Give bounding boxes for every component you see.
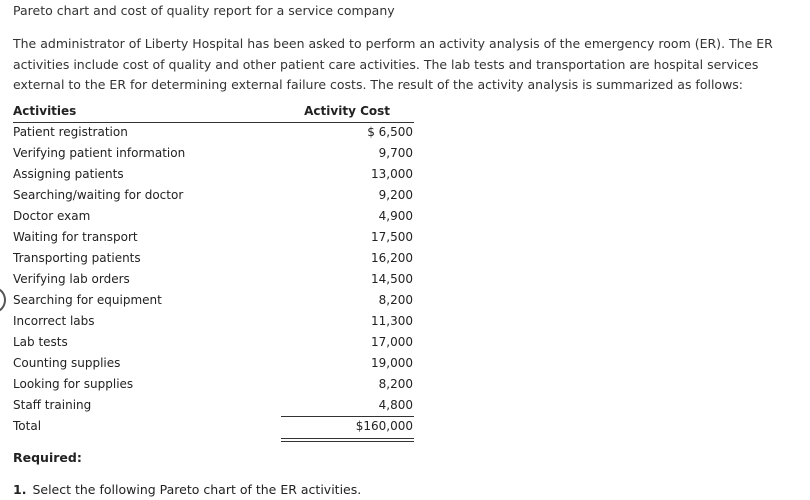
activity-name: Patient registration xyxy=(13,125,128,139)
activity-cost: 17,500 xyxy=(371,230,413,244)
scroll-indicator-arc xyxy=(0,287,6,313)
activity-cost: 8,200 xyxy=(378,293,413,307)
activity-name: Verifying lab orders xyxy=(13,272,130,286)
intro-paragraph: The administrator of Liberty Hospital has been asked to perform an activity analysis of the emergency room (ER). The ER activities include cost of quality and other patient care activities. The lab tests and transportation are hospital services external to the ER for determining external failure costs. The result of the activity analysis is summarized as follows: xyxy=(13,36,773,92)
activity-name: Looking for supplies xyxy=(13,377,134,391)
activity-name: Doctor exam xyxy=(13,209,91,223)
table-row xyxy=(13,375,414,396)
activity-cost: 14,500 xyxy=(371,272,413,286)
activity-name: Waiting for transport xyxy=(13,230,138,244)
question-number: 1. xyxy=(13,482,27,497)
table-body xyxy=(13,123,414,417)
table-row xyxy=(13,354,414,375)
activities-column-header: Activities xyxy=(13,104,77,118)
table-row xyxy=(13,396,414,417)
activity-cost: 9,700 xyxy=(378,146,413,160)
table-row xyxy=(13,249,414,270)
activity-cost: 13,000 xyxy=(371,167,413,181)
table-row xyxy=(13,312,414,333)
activity-name: Verifying patient information xyxy=(13,146,186,160)
activity-cost: 11,300 xyxy=(371,314,413,328)
activity-name: Searching/waiting for doctor xyxy=(13,188,184,202)
activity-cost: $ 6,500 xyxy=(367,125,413,139)
activity-name: Staff training xyxy=(13,398,92,412)
table-row xyxy=(13,165,414,186)
activity-name: Counting supplies xyxy=(13,356,121,370)
table-row xyxy=(13,144,414,165)
total-label: Total xyxy=(13,419,42,433)
activity-cost: 16,200 xyxy=(371,251,413,265)
activity-cost: 9,200 xyxy=(378,188,413,202)
table-header-row xyxy=(13,102,414,123)
table-row xyxy=(13,123,414,144)
table-row xyxy=(13,186,414,207)
activity-name: Assigning patients xyxy=(13,167,124,181)
table-row xyxy=(13,228,414,249)
table-row xyxy=(13,270,414,291)
question-text: Select the following Pareto chart of the ER activities. xyxy=(32,482,362,497)
activity-cost: 4,900 xyxy=(378,209,413,223)
total-row xyxy=(13,417,414,438)
table-row xyxy=(13,333,414,354)
activity-name: Searching for equipment xyxy=(13,293,162,307)
activity-cost-table xyxy=(13,102,414,438)
activity-cost: 17,000 xyxy=(371,335,413,349)
total-value: $160,000 xyxy=(355,419,413,433)
activity-name: Lab tests xyxy=(13,335,68,349)
activity-name: Transporting patients xyxy=(13,251,141,265)
question-1 xyxy=(13,482,361,497)
required-heading: Required: xyxy=(13,450,82,465)
page-title: Pareto chart and cost of quality report for a service company xyxy=(13,3,395,18)
activity-cost: 4,800 xyxy=(378,398,413,412)
activity-cost: 19,000 xyxy=(371,356,413,370)
table-row xyxy=(13,207,414,228)
activity-cost: 8,200 xyxy=(378,377,413,391)
activity-name: Incorrect labs xyxy=(13,314,95,328)
table-row xyxy=(13,291,414,312)
activity-cost-column-header: Activity Cost xyxy=(304,104,390,118)
